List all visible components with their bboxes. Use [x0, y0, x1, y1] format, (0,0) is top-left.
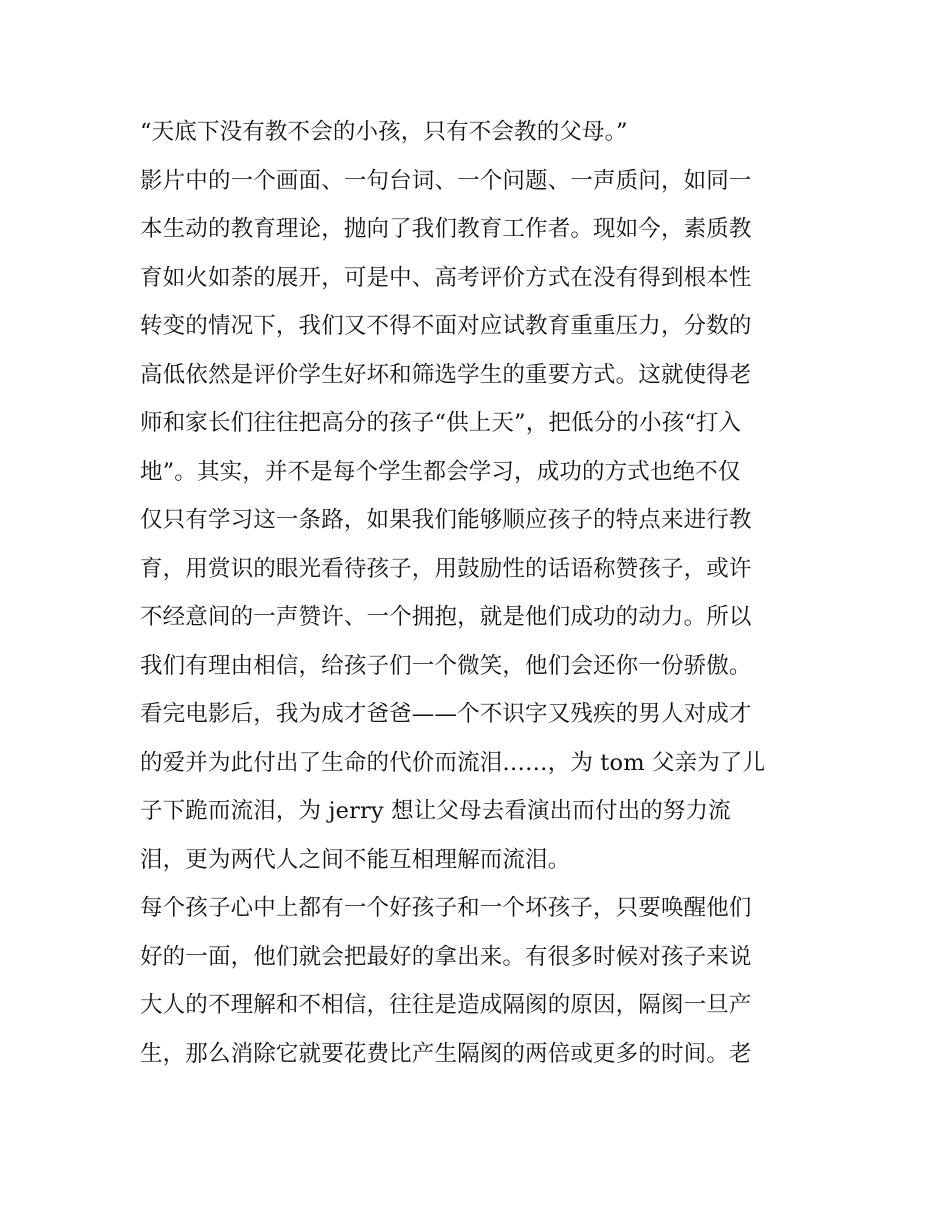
- text-line: 生，那么消除它就要花费比产生隔阂的两倍或更多的时间。老: [140, 1040, 752, 1067]
- text-line: 师和家长们往往把高分的孩子“供上天”，把低分的小孩“打入: [140, 410, 742, 436]
- text-line: 泪，更为两代人之间不能互相理解而流泪。: [140, 846, 571, 873]
- text-line: 地”。其实，并不是每个学生都会学习，成功的方式也绝不仅: [140, 458, 741, 485]
- text-line: 高低依然是评价学生好坏和筛选学生的重要方式。这就使得老: [140, 361, 752, 388]
- text-line: 育如火如荼的展开，可是中、高考评价方式在没有得到根本性: [140, 264, 752, 291]
- text-line: “天底下没有教不会的小孩，只有不会教的父母。”: [140, 119, 628, 145]
- text-line: 看完电影后，我为成才爸爸——个不识字又残疾的男人对成才: [140, 701, 752, 727]
- text-line: 育，用赏识的眼光看待孩子，用鼓励性的话语称赞孩子，或许: [140, 555, 752, 582]
- body-text: [140, 108, 820, 1078]
- text-line: 不经意间的一声赞许、一个拥抱，就是他们成功的动力。所以: [140, 604, 752, 630]
- text-line: 仅只有学习这一条路，如果我们能够顺应孩子的特点来进行教: [140, 507, 752, 533]
- text-line: 影片中的一个画面、一句台词、一个问题、一声质问，如同一: [140, 167, 752, 194]
- text-line: 大人的不理解和不相信，往往是造成隔阂的原因，隔阂一旦产: [140, 992, 752, 1018]
- text-line: 好的一面，他们就会把最好的拿出来。有很多时候对孩子来说: [140, 943, 752, 970]
- text-line: 转变的情况下，我们又不得不面对应试教育重重压力，分数的: [140, 313, 752, 339]
- text-line: 每个孩子心中上都有一个好孩子和一个坏孩子，只要唤醒他们: [140, 895, 752, 921]
- text-line: 的爱并为此付出了生命的代价而流泪……，为 tom 父亲为了儿: [140, 749, 766, 776]
- text-line: 子下跪而流泪，为 jerry 想让父母去看演出而付出的努力流: [140, 798, 731, 824]
- text-line: 本生动的教育理论，抛向了我们教育工作者。现如今，素质教: [140, 216, 752, 242]
- text-line: 我们有理由相信，给孩子们一个微笑，他们会还你一份骄傲。: [140, 652, 752, 679]
